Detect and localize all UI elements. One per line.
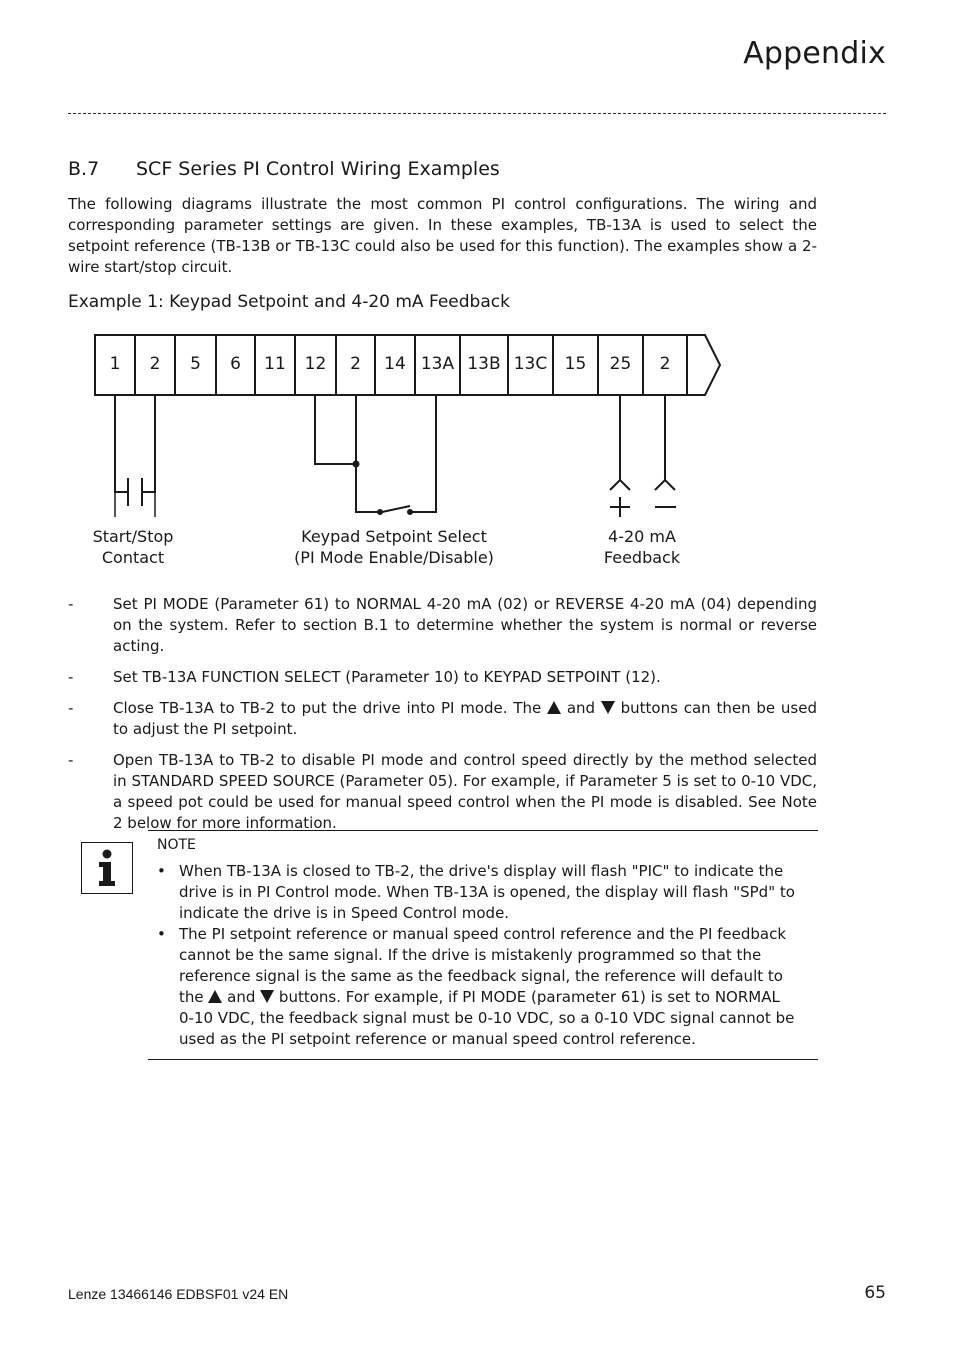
intro-paragraph: The following diagrams illustrate the most common PI control configurations. The wiring and corresponding parameter settings are given. In these examples, TB-13A is used to select the setpoint reference (TB-13B or TB-13C could also be used for this function). The examples show a 2-wire start/stop circuit. — [68, 195, 817, 276]
page-number: 65 — [864, 1283, 886, 1303]
terminal-label: 12 — [304, 354, 327, 374]
header-divider — [68, 113, 886, 114]
header-title: Appendix — [743, 36, 886, 71]
step-text: Close TB-13A to TB-2 to put the drive into PI mode. The — [113, 699, 548, 717]
step-text: Open TB-13A to TB-2 to disable PI mode and control speed directly by the method selected in STANDARD SPEED SOURCE (Parameter 05). For example, if Parameter 5 is set to 0-10 VDC, a speed pot could be used for manual speed control when the PI mode is disabled. See Note 2 below for more information. — [113, 751, 817, 832]
terminal-label: 2 — [659, 354, 671, 374]
contact-lead-left — [115, 492, 155, 517]
label-start-stop-2: Contact — [101, 548, 165, 567]
label-start-stop-1: Start/Stop — [92, 527, 174, 546]
step-text: Set PI MODE (Parameter 61) to NORMAL 4-20 mA (02) or REVERSE 4-20 mA (04) depending on the system. Refer to section B.1 to determine whether the system is normal or reverse acting. — [113, 595, 817, 655]
list-item — [68, 594, 817, 657]
plus-sign — [610, 497, 630, 517]
label-feedback-2: Feedback — [603, 548, 681, 567]
terminal-label: 2 — [149, 354, 161, 374]
terminal-label: 15 — [564, 354, 587, 374]
terminal-label: 6 — [230, 354, 241, 374]
terminal-label: 11 — [264, 354, 286, 374]
down-triangle-icon — [260, 990, 274, 1003]
terminal-label: 1 — [109, 354, 121, 374]
instruction-list — [68, 594, 817, 844]
note-text: buttons. For example, if PI MODE (parameter 61) is set to NORMAL 0-10 VDC, the feedback signal must be 0-10 VDC, so a 0-10 VDC signal cannot be used as the PI setpoint reference or manual speed control reference. — [179, 988, 795, 1048]
example-title: Example 1: Keypad Setpoint and 4-20 mA Feedback — [68, 292, 510, 312]
junction-dot — [353, 461, 360, 468]
terminal-label: 13A — [420, 354, 455, 374]
bullet: • — [157, 925, 166, 943]
feedback-chevron-minus — [655, 480, 675, 490]
terminal-label: 5 — [190, 354, 201, 374]
note-item — [157, 861, 797, 924]
keypad-wire-12 — [315, 395, 356, 464]
up-triangle-icon — [547, 701, 561, 714]
keypad-switch-arm — [382, 506, 410, 512]
terminal-label: 14 — [384, 354, 406, 374]
note-text: The PI setpoint reference or manual speed control reference and the PI feedback cannot be the same signal. If the drive is mistakenly programmed so that the reference signal is the same as the feedback signal, the reference will default to the — [179, 925, 787, 1006]
start-stop-wire — [115, 395, 155, 492]
terminal-label: 25 — [609, 354, 632, 374]
section-number: B.7 — [68, 158, 100, 180]
note-text: When TB-13A is closed to TB-2, the drive's display will flash "PIC" to indicate the drive is in PI Control mode. When TB-13A is opened, the display will flash "SPd" to indicate the drive is in Speed Control mode. — [179, 862, 795, 922]
switch-contact-right — [407, 509, 413, 515]
step-text: and — [561, 699, 601, 717]
terminal-label: 2 — [350, 354, 361, 374]
note-title: NOTE — [157, 837, 196, 853]
terminal-strip — [95, 335, 720, 395]
wiring-diagram — [0, 325, 954, 575]
info-icon — [81, 842, 133, 894]
list-dash: - — [68, 699, 74, 717]
label-keypad-2: (PI Mode Enable/Disable) — [294, 548, 494, 567]
list-dash: - — [68, 751, 74, 769]
keypad-wire-2 — [356, 395, 380, 512]
section-title: SCF Series PI Control Wiring Examples — [136, 158, 500, 180]
list-dash: - — [68, 595, 74, 613]
switch-contact-left — [377, 509, 383, 515]
step-text: Set TB-13A FUNCTION SELECT (Parameter 10) to KEYPAD SETPOINT (12). — [113, 668, 661, 686]
terminal-label: 13C — [513, 354, 548, 374]
down-triangle-icon — [601, 701, 615, 714]
bullet: • — [157, 862, 166, 880]
note-list — [157, 861, 797, 1050]
label-feedback-1: 4-20 mA — [608, 527, 676, 546]
list-dash: - — [68, 668, 74, 686]
label-keypad-1: Keypad Setpoint Select — [301, 527, 487, 546]
list-item — [68, 698, 817, 740]
feedback-chevron-plus — [610, 480, 630, 490]
keypad-wire-13a — [412, 395, 436, 512]
note-item — [157, 924, 797, 1050]
note-text: and — [222, 988, 261, 1006]
wiring — [115, 395, 675, 517]
up-triangle-icon — [208, 990, 222, 1003]
footer-doc-id: Lenze 13466146 EDBSF01 v24 EN — [68, 1286, 289, 1302]
list-item — [68, 750, 817, 834]
step-text: buttons can then be used to adjust the PI setpoint. — [113, 699, 817, 738]
list-item — [68, 667, 817, 688]
terminal-label: 13B — [467, 354, 501, 374]
